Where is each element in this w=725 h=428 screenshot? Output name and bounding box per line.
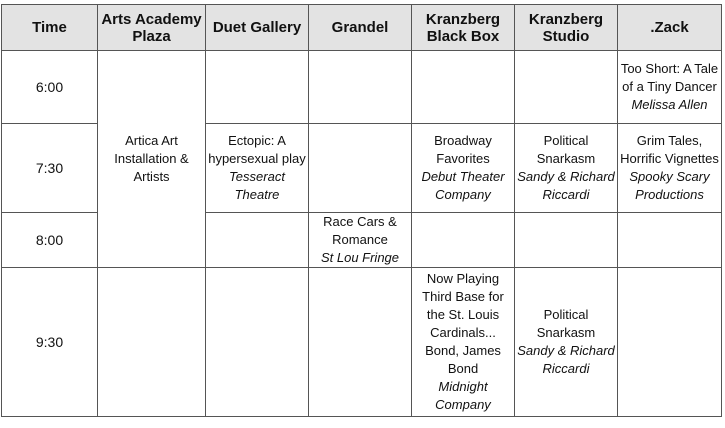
- event-company: Tesseract Theatre: [229, 169, 285, 202]
- header-kranzberg-studio: Kranzberg Studio: [515, 5, 618, 51]
- time-730: 7:30: [2, 124, 98, 213]
- header-time: Time: [2, 5, 98, 51]
- event-title: Artica Art Installation & Artists: [114, 133, 189, 184]
- event-title: Political Snarkasm: [536, 133, 596, 166]
- event-company: Midnight Company: [435, 379, 491, 412]
- event-title: Political Snarkasm: [536, 307, 596, 340]
- header-grandel: Grandel: [309, 5, 412, 51]
- event-artica: [98, 51, 206, 268]
- event-title: Now Playing Third Base for the St. Louis Cardinals... Bond, James Bond: [422, 271, 504, 376]
- event-company: Sandy & Richard Riccardi: [517, 343, 615, 376]
- header-kranzberg-black-box: Kranzberg Black Box: [412, 5, 515, 51]
- event-duet-730: [206, 124, 309, 213]
- empty-cell: [206, 51, 309, 124]
- event-studio-730: [515, 124, 618, 213]
- time-800: 8:00: [2, 213, 98, 268]
- festival-schedule-table: [1, 4, 722, 417]
- empty-cell: [412, 213, 515, 268]
- empty-cell: [515, 51, 618, 124]
- empty-cell: [515, 213, 618, 268]
- empty-cell: [98, 268, 206, 417]
- event-title: Too Short: A Tale of a Tiny Dancer: [620, 61, 719, 94]
- event-title: Ectopic: A hypersexual play: [208, 133, 306, 166]
- event-company: Sandy & Richard Riccardi: [517, 169, 615, 202]
- event-company: St Lou Fringe: [320, 250, 400, 265]
- event-zack-730: [618, 124, 722, 213]
- event-title: Broadway Favorites: [434, 133, 492, 166]
- empty-cell: [618, 213, 722, 268]
- empty-cell: [309, 51, 412, 124]
- time-930: 9:30: [2, 268, 98, 417]
- event-blackbox-930: [412, 268, 515, 417]
- row-600: [2, 51, 722, 124]
- empty-cell: [309, 124, 412, 213]
- event-company: Melissa Allen: [631, 97, 708, 112]
- empty-cell: [206, 268, 309, 417]
- event-grandel-800: [309, 213, 412, 268]
- event-title: Race Cars & Romance: [323, 214, 397, 247]
- event-zack-600: [618, 51, 722, 124]
- event-company: Spooky Scary Productions: [629, 169, 710, 202]
- row-930: [2, 268, 722, 417]
- time-600: 6:00: [2, 51, 98, 124]
- empty-cell: [618, 268, 722, 417]
- event-studio-930: [515, 268, 618, 417]
- event-title: Grim Tales, Horrific Vignettes: [620, 133, 719, 166]
- header-arts-academy-plaza: Arts Academy Plaza: [98, 5, 206, 51]
- event-company: Debut Theater Company: [421, 169, 505, 202]
- empty-cell: [206, 213, 309, 268]
- header-zack: .Zack: [618, 5, 722, 51]
- empty-cell: [309, 268, 412, 417]
- header-row: [2, 5, 722, 51]
- header-duet-gallery: Duet Gallery: [206, 5, 309, 51]
- event-blackbox-730: [412, 124, 515, 213]
- empty-cell: [412, 51, 515, 124]
